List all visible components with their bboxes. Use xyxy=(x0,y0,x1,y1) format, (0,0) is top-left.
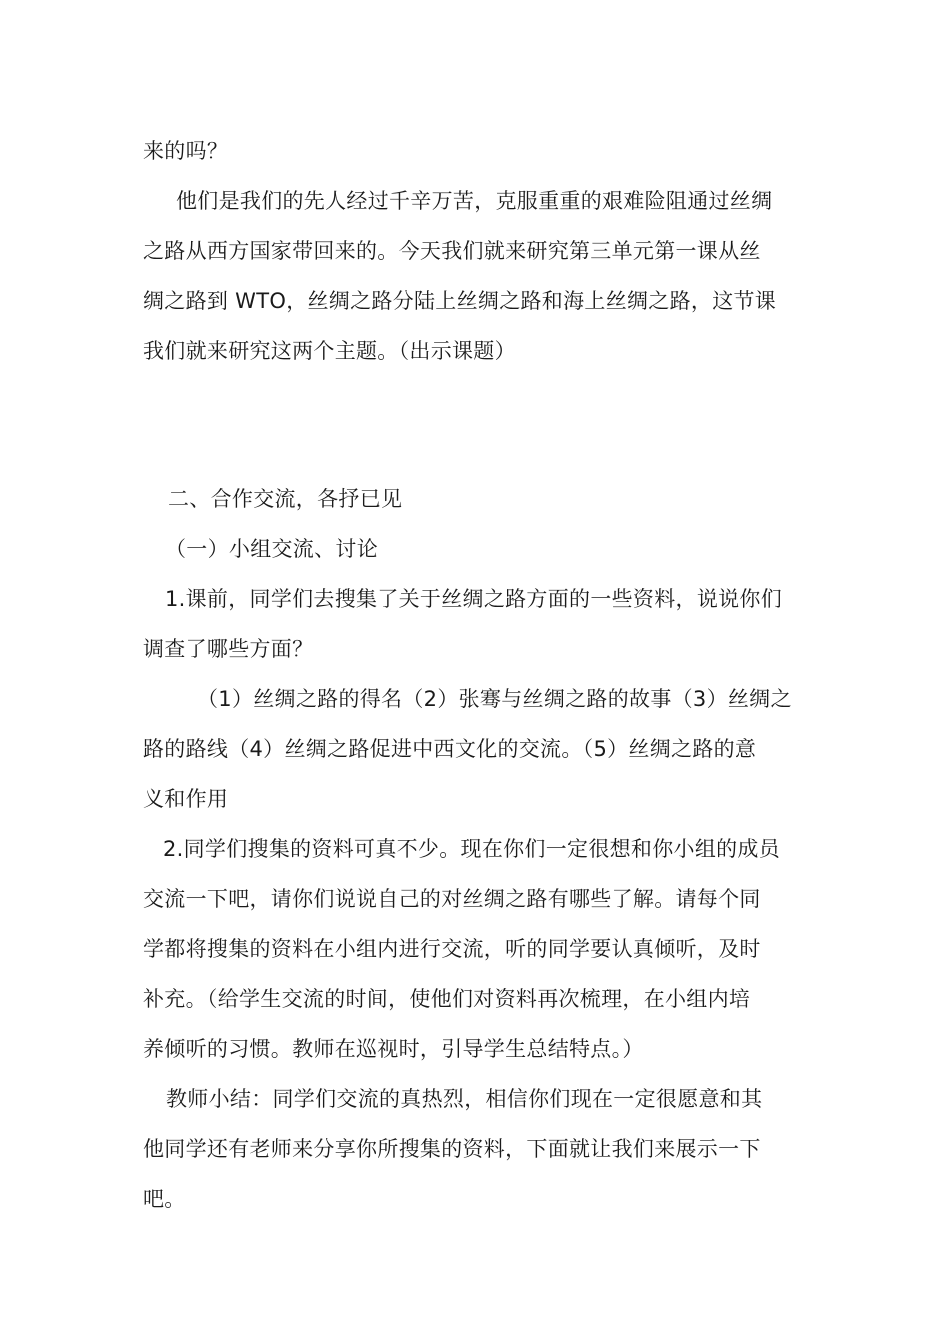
subsection-heading: （一）小组交流、讨论 xyxy=(165,537,378,561)
text-line: 他们是我们的先人经过千辛万苦，克服重重的艰难险阻通过丝绸 xyxy=(176,189,773,213)
text-line: 补充。（给学生交流的时间，使他们对资料再次梳理，在小组内培 xyxy=(143,987,751,1011)
text-line: 吧。 xyxy=(143,1187,186,1211)
text-line: 学都将搜集的资料在小组内进行交流，听的同学要认真倾听，及时 xyxy=(143,937,761,961)
text-line: 调查了哪些方面？ xyxy=(143,637,314,661)
text-line: 2.同学们搜集的资料可真不少。现在你们一定很想和你小组的成员 xyxy=(163,837,781,861)
text-line: 养倾听的习惯。教师在巡视时，引导学生总结特点。） xyxy=(143,1037,644,1061)
text-line: 绸之路到 WTO，丝绸之路分陆上丝绸之路和海上丝绸之路，这节课 xyxy=(143,289,777,313)
text-line: 他同学还有老师来分享你所搜集的资料，下面就让我们来展示一下 xyxy=(143,1137,761,1161)
text-line: 路的路线（4）丝绸之路促进中西文化的交流。（5）丝绸之路的意 xyxy=(143,737,757,761)
text-line: 1.课前，同学们去搜集了关于丝绸之路方面的一些资料，说说你们 xyxy=(165,587,783,611)
text-line: 交流一下吧，请你们说说自己的对丝绸之路有哪些了解。请每个同 xyxy=(143,887,761,911)
text-line: 来的吗？ xyxy=(143,139,229,163)
text-line: 义和作用 xyxy=(143,787,229,811)
text-line: 我们就来研究这两个主题。（出示课题） xyxy=(143,339,516,363)
text-line: 教师小结：同学们交流的真热烈，相信你们现在一定很愿意和其 xyxy=(166,1087,763,1111)
text-line: 之路从西方国家带回来的。今天我们就来研究第三单元第一课从丝 xyxy=(143,239,761,263)
text-line: （1）丝绸之路的得名（2）张骞与丝绸之路的故事（3）丝绸之 xyxy=(197,687,792,711)
section-heading: 二、合作交流，各抒已见 xyxy=(168,487,403,511)
